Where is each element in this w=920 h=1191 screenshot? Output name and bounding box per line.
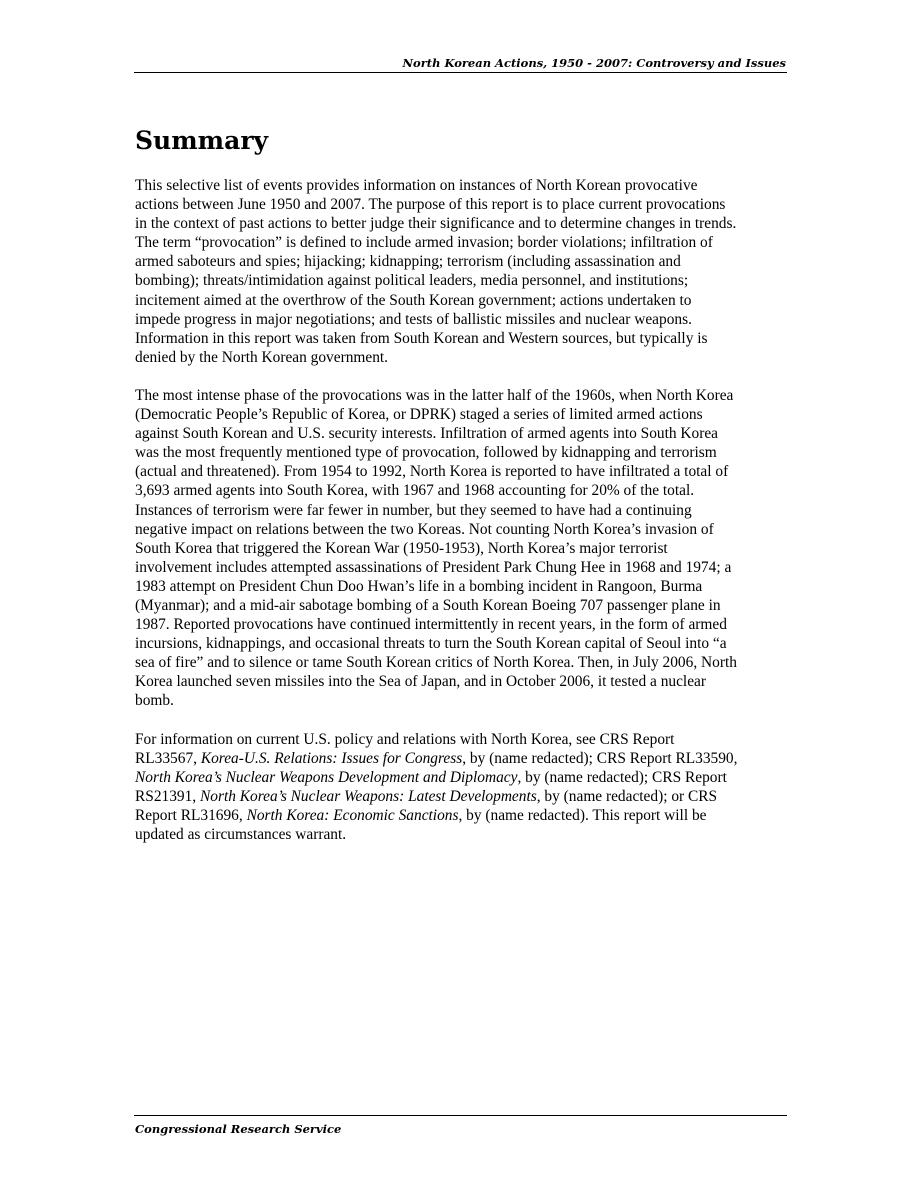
report-title-citation: North Korea’s Nuclear Weapons Development and Diplomacy [135,768,518,786]
section-heading: Summary [135,126,269,155]
running-header-title: North Korean Actions, 1950 - 2007: Controversy and Issues [402,56,786,70]
text-line: sea of fire” and to silence or tame South Korean critics of North Korea. Then, in July 2006, North [135,654,737,672]
text-line [135,768,790,787]
text-line: Information in this report was taken from South Korean and Western sources, but typically is [135,329,708,347]
text-segment: , by (name redacted); or CRS [536,787,718,805]
text-line [135,749,790,768]
text-line [135,787,790,806]
paragraph-references [135,730,790,845]
text-line: Korea launched seven missiles into the Sea of Japan, and in October 2006, it tested a nuclear [135,673,706,691]
text-line: 1987. Reported provocations have continued intermittently in recent years, in the form of armed [135,616,727,634]
text-line: Instances of terrorism were far fewer in number, but they seemed to have had a continuing [135,501,692,519]
paragraph-scope [135,176,790,367]
text-segment: , by (name redacted); CRS Report [517,768,727,786]
report-title-citation: North Korea’s Nuclear Weapons: Latest Developments [200,787,537,805]
text-line: against South Korean and U.S. security interests. Infiltration of armed agents into South Korea [135,425,719,443]
text-line [135,730,790,749]
text-line: (Democratic People’s Republic of Korea, or DPRK) staged a series of limited armed actions [135,406,703,424]
text-line: actions between June 1950 and 2007. The purpose of this report is to place current provocations [135,196,726,214]
text-line: (actual and threatened). From 1954 to 1992, North Korea is reported to have infiltrated a total of [135,463,729,481]
text-line: impede progress in major negotiations; and tests of ballistic missiles and nuclear weapons. [135,310,692,328]
text-segment: For information on current U.S. policy and relations with North Korea, see CRS Report [135,730,675,748]
text-line: 3,693 armed agents into South Korea, with 1967 and 1968 accounting for 20% of the total. [135,482,695,500]
summary-body [135,176,790,863]
text-line: (Myanmar); and a mid-air sabotage bombing of a South Korean Boeing 707 passenger plane in [135,596,721,614]
text-segment: RL33567, [135,749,201,767]
text-line: The most intense phase of the provocations was in the latter half of the 1960s, when North Korea [135,386,734,404]
paragraph-history [135,386,790,711]
text-line: armed saboteurs and spies; hijacking; kidnapping; terrorism (including assassination and [135,253,681,271]
text-segment: updated as circumstances warrant. [135,826,347,843]
text-segment: , by (name redacted); CRS Report RL33590, [462,749,738,767]
text-line: involvement includes attempted assassinations of President Park Chung Hee in 1968 and 1974; a [135,558,732,576]
report-title-citation: North Korea: Economic Sanctions [246,806,459,824]
text-line: incitement aimed at the overthrow of the South Korean government; actions undertaken to [135,291,692,309]
text-line: negative impact on relations between the two Koreas. Not counting North Korea’s invasion of [135,520,714,538]
text-segment: RS21391, [135,787,200,805]
text-line [135,806,790,825]
text-line: The term “provocation” is defined to include armed invasion; border violations; infiltration of [135,234,713,252]
footer-divider [134,1115,787,1116]
text-line: bomb. [135,692,174,710]
text-line: bombing); threats/intimidation against political leaders, media personnel, and institutions; [135,272,689,290]
text-line: was the most frequently mentioned type of provocation, followed by kidnapping and terrorism [135,444,717,462]
text-line: South Korea that triggered the Korean War (1950-1953), North Korea’s major terrorist [135,539,668,557]
text-line: denied by the North Korean government. [135,348,389,366]
text-line: 1983 attempt on President Chun Doo Hwan’s life in a bombing incident in Rangoon, Burma [135,577,703,595]
header-divider [134,72,787,73]
report-title-citation: Korea-U.S. Relations: Issues for Congress [200,749,463,767]
footer-organization: Congressional Research Service [135,1122,342,1136]
text-line [135,825,790,844]
text-line: This selective list of events provides information on instances of North Korean provocative [135,177,698,194]
text-segment: , by (name redacted). This report will be [458,806,707,824]
text-line: in the context of past actions to better judge their significance and to determine changes in trends. [135,215,737,233]
text-segment: Report RL31696, [135,806,247,824]
text-line: incursions, kidnappings, and occasional threats to turn the South Korean capital of Seoul into “a [135,635,727,653]
